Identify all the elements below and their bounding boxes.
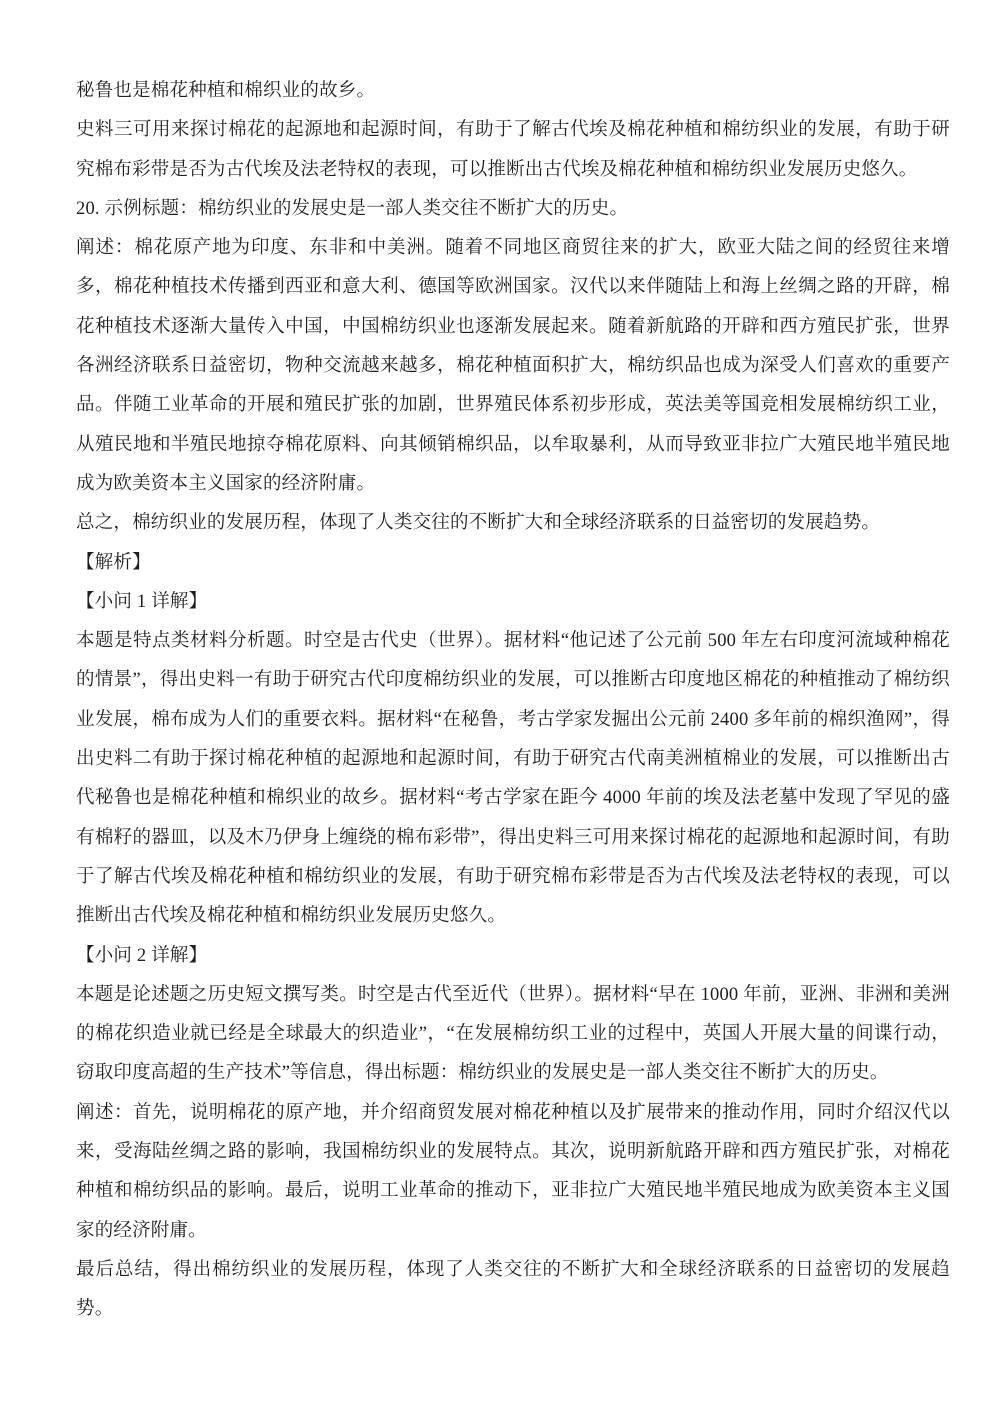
paragraph-source3-value: 史料三可用来探讨棉花的起源地和起源时间，有助于了解古代埃及棉花种植和棉纺织业的发展，有助于研究棉布彩带是否为古代埃及法老特权的表现，可以推断出古代埃及棉花种植和棉纺织业发展历史悠久。 (76, 120, 950, 180)
subquestion-2-elaboration: 阐述：首先，说明棉花的原产地，并介绍商贸发展对棉花种植以及扩展带来的推动作用，同时介绍汉代以来，受海陆丝绸之路的影响，我国棉纺织业的发展特点。其次，说明新航路开辟和西方殖民扩张，对棉花种植和棉纺织品的影响。最后，说明工业革命的推动下，亚非拉广大殖民地半殖民地成为欧美资本主义国家的经济附庸。 (76, 1102, 950, 1241)
subquestion-2-detail: 本题是论述题之历史短文撰写类。时空是古代至近代（世界）。据材料“早在 1000 年前，亚洲、非洲和美洲的棉花织造业就已经是全球最大的织造业”，“在发展棉纺织工业的过程中，英国人开展大量的间谍行动，窃取印度高超的生产技术”等信息，得出标题：棉纺织业的发展史是一部人类交往不断扩大的历史。 (76, 984, 950, 1084)
paragraph-peru-conclusion: 秘鲁也是棉花种植和棉织业的故乡。 (76, 81, 376, 101)
subquestion-2-label: 【小问 2 详解】 (76, 945, 208, 966)
subquestion-1-label: 【小问 1 详解】 (76, 591, 208, 612)
question-20-elaboration: 阐述：棉花原产地为印度、东非和中美洲。随着不同地区商贸往来的扩大，欧亚大陆之间的经贸往来增多，棉花种植技术传播到西亚和意大利、德国等欧洲国家。汉代以来伴随陆上和海上丝绸之路的开辟，棉花种植技术逐渐大量传入中国，中国棉纺织业也逐渐发展起来。随着新航路的开辟和西方殖民扩张，世界各洲经济联系日益密切，物种交流越来越多，棉花种植面积扩大，棉纺织品也成为深受人们喜欢的重要产品。伴随工业革命的开展和殖民扩张的加剧，世界殖民体系初步形成，英法美等国竞相发展棉纺织工业，从殖民地和半殖民地掠夺棉花原料、向其倾销棉织品，以牟取暴利，从而导致亚非拉广大殖民地半殖民地成为欧美资本主义国家的经济附庸。 (76, 238, 950, 494)
question-20-sample-title: 20. 示例标题：棉纺织业的发展史是一部人类交往不断扩大的历史。 (76, 198, 629, 219)
analysis-section-label: 【解析】 (76, 552, 151, 573)
subquestion-1-detail: 本题是特点类材料分析题。时空是古代史（世界）。据材料“他记述了公元前 500 年左右印度河流域种棉花的情景”，得出史料一有助于研究古代印度棉纺织业的发展，可以推断古印度地区棉花的种植推动了棉纺织业发展，棉布成为人们的重要衣料。据材料“在秘鲁，考古学家发掘出公元前 2400 多年前的棉织渔网”，得出史料二有助于探讨棉花种植的起源地和起源时间，有助于研究古代南美洲植棉业的发展，可以推断出古代秘鲁也是棉花种植和棉织业的故乡。据材料“考古学家在距今 4000 年前的埃及法老墓中发现了罕见的盛有棉籽的器皿，以及木乃伊身上缠绕的棉布彩带”，得出史料三可用来探讨棉花的起源地和起源时间，有助于了解古代埃及棉花种植和棉纺织业的发展，有助于研究棉布彩带是否为古代埃及法老特权的表现，可以推断出古代埃及棉花种植和棉纺织业发展历史悠久。 (76, 631, 950, 927)
question-20-summary: 总之，棉纺织业的发展历程，体现了人类交往的不断扩大和全球经济联系的日益密切的发展趋势。 (76, 513, 881, 534)
subquestion-2-conclusion: 最后总结，得出棉纺织业的发展历程，体现了人类交往的不断扩大和全球经济联系的日益密切的发展趋势。 (76, 1259, 950, 1320)
